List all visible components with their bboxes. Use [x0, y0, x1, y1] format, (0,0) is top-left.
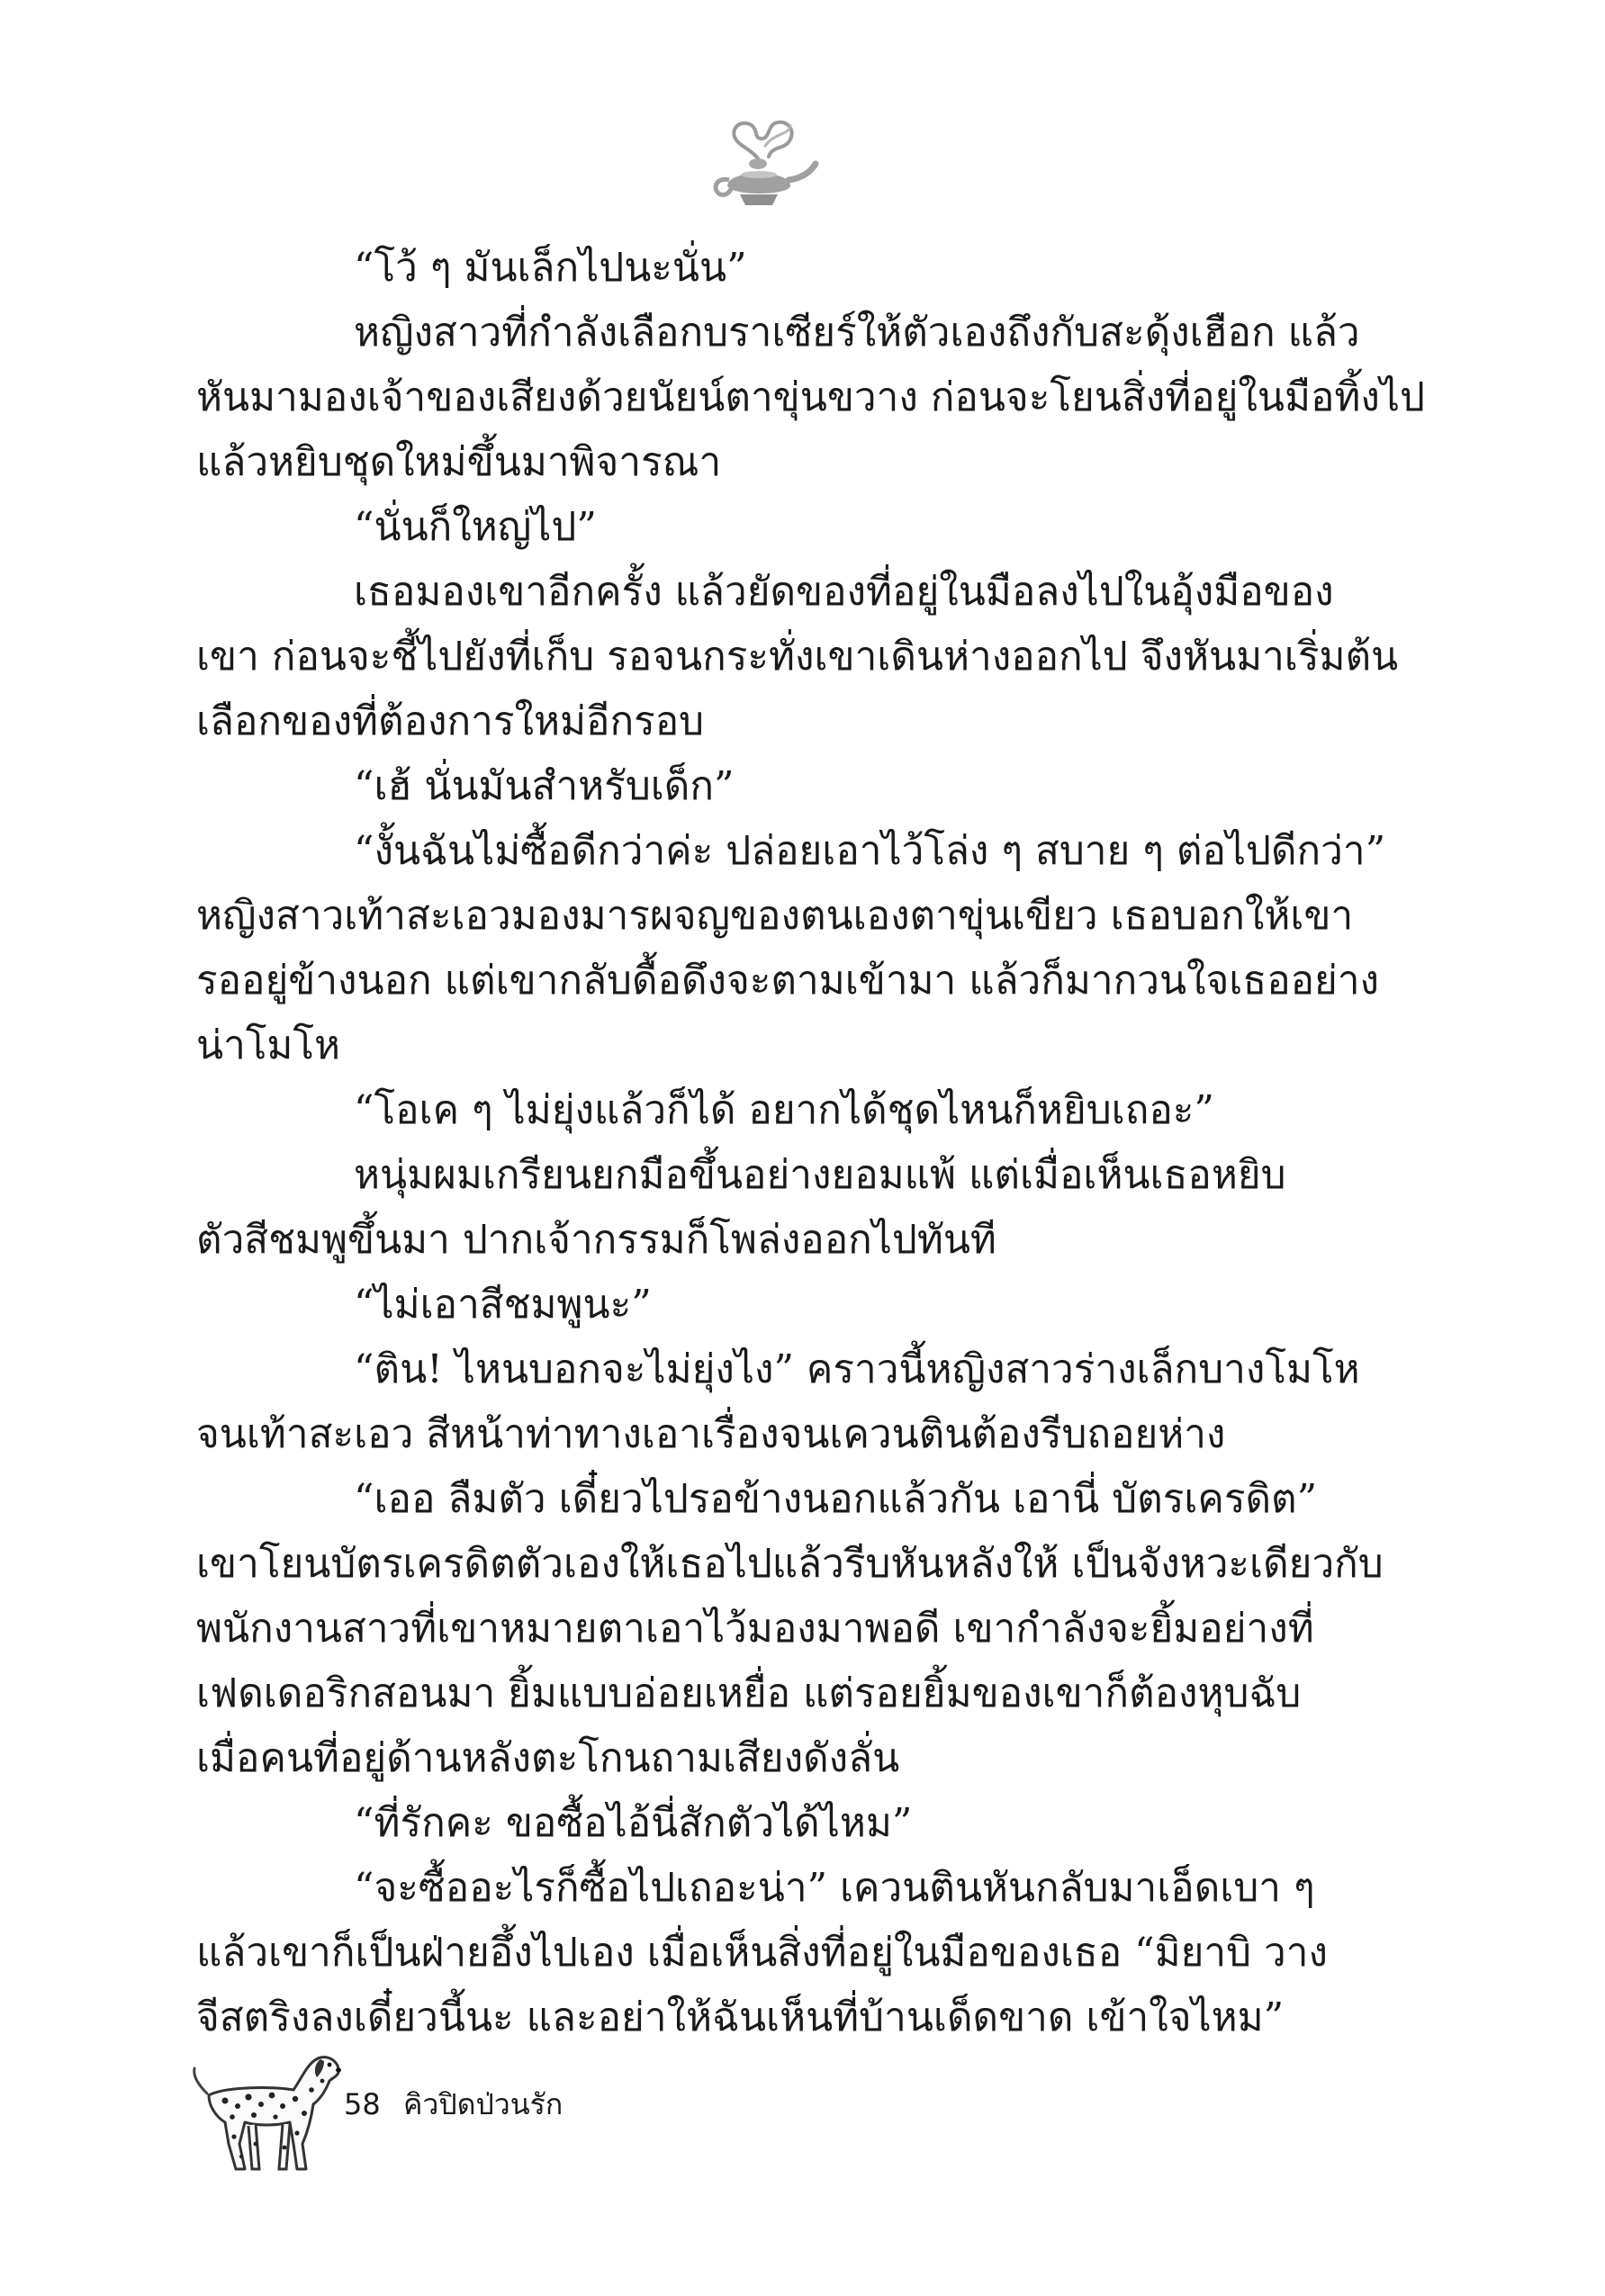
text-line: เขา ก่อนจะชี้ไปยังที่เก็บ รอจนกระทั่งเขาเดินห่างออกไป จึงหันมาเริ่มต้น: [196, 634, 1399, 680]
text-line: เลือกของที่ต้องการใหม่อีกรอบ: [196, 698, 705, 744]
story-text: [196, 236, 1425, 2050]
text-line: “จะซื้ออะไรก็ซื้อไปเถอะน่า” เควนตินหันกลับมาเอ็ดเบา ๆ: [354, 1865, 1315, 1911]
text-line: “โอเค ๆ ไม่ยุ่งแล้วก็ได้ อยากได้ชุดไหนก็หยิบเถอะ”: [354, 1087, 1214, 1133]
page-footer: [189, 2050, 729, 2176]
text-line: เธอมองเขาอีกครั้ง แล้วยัดของที่อยู่ในมือลงไปในอุ้งมือของ: [354, 569, 1334, 615]
text-line: เฟดเดอริกสอนมา ยิ้มแบบอ่อยเหยื่อ แต่รอยยิ้มของเขาก็ต้องหุบฉับ: [196, 1670, 1302, 1716]
text-line: ตัวสีชมพูขึ้นมา ปากเจ้ากรรมก็โพล่งออกไปทันที: [196, 1217, 996, 1263]
text-line: “เออ ลืมตัว เดี๋ยวไปรอข้างนอกแล้วกัน เอานี่ บัตรเครดิต”: [354, 1476, 1318, 1522]
text-line: พนักงานสาวที่เขาหมายตาเอาไว้มองมาพอดี เขากำลังจะยิ้มอย่างที่: [196, 1606, 1314, 1652]
text-line: “โว้ ๆ มันเล็กไปนะนั่น”: [354, 245, 747, 291]
dalmatian-dog-icon: [189, 2050, 347, 2176]
text-line: หญิงสาวเท้าสะเอวมองมารผจญของตนเองตาขุ่นเขียว เธอบอกให้เขา: [196, 893, 1354, 939]
text-line: หันมามองเจ้าของเสียงด้วยนัยน์ตาขุ่นขวาง ก่อนจะโยนสิ่งที่อยู่ในมือทิ้งไป: [196, 374, 1425, 420]
text-line: “เฮ้ นั่นมันสำหรับเด็ก”: [354, 763, 735, 809]
text-line: แล้วเขาก็เป็นฝ่ายอึ้งไปเอง เมื่อเห็นสิ่งที่อยู่ในมือของเธอ “มิยาบิ วาง: [196, 1930, 1328, 1976]
text-line: หญิงสาวที่กำลังเลือกบราเซียร์ให้ตัวเองถึงกับสะดุ้งเฮือก แล้ว: [354, 310, 1360, 356]
text-line: “นั่นก็ใหญ่ไป”: [354, 504, 597, 550]
text-line: เมื่อคนที่อยู่ด้านหลังตะโกนถามเสียงดังลั่น: [196, 1735, 900, 1781]
book-title: คิวปิดป่วนรัก: [403, 2087, 564, 2121]
text-line: จีสตริงลงเดี๋ยวนี้นะ และอย่าให้ฉันเห็นที่บ้านเด็ดขาด เข้าใจไหม”: [196, 1994, 1285, 2040]
text-line: “ที่รักคะ ขอซื้อไอ้นี่สักตัวได้ไหม”: [354, 1800, 913, 1846]
text-line: รออยู่ข้างนอก แต่เขากลับดื้อดึงจะตามเข้ามา แล้วก็มากวนใจเธออย่าง: [196, 958, 1380, 1004]
text-line: หนุ่มผมเกรียนยกมือขึ้นอย่างยอมแพ้ แต่เมื่อเห็นเธอหยิบ: [354, 1152, 1286, 1198]
text-line: น่าโมโห: [196, 1022, 341, 1068]
page-number: 58: [344, 2087, 381, 2121]
text-line: “ติน! ไหนบอกจะไม่ยุ่งไง” คราวนี้หญิงสาวร่างเล็กบางโมโห: [354, 1346, 1360, 1392]
text-line: “งั้นฉันไม่ซื้อดีกว่าค่ะ ปล่อยเอาไว้โล่ง ๆ สบาย ๆ ต่อไปดีกว่า”: [354, 828, 1386, 874]
text-line: แล้วหยิบชุดใหม่ขึ้นมาพิจารณา: [196, 439, 722, 485]
text-line: จนเท้าสะเอว สีหน้าท่าทางเอาเรื่องจนเควนตินต้องรีบถอยห่าง: [196, 1411, 1226, 1457]
text-line: เขาโยนบัตรเครดิตตัวเองให้เธอไปแล้วรีบหันหลังให้ เป็นจังหวะเดียวกับ: [196, 1541, 1384, 1587]
text-line: “ไม่เอาสีชมพูนะ”: [354, 1282, 652, 1328]
magic-lamp-icon: [702, 106, 819, 223]
